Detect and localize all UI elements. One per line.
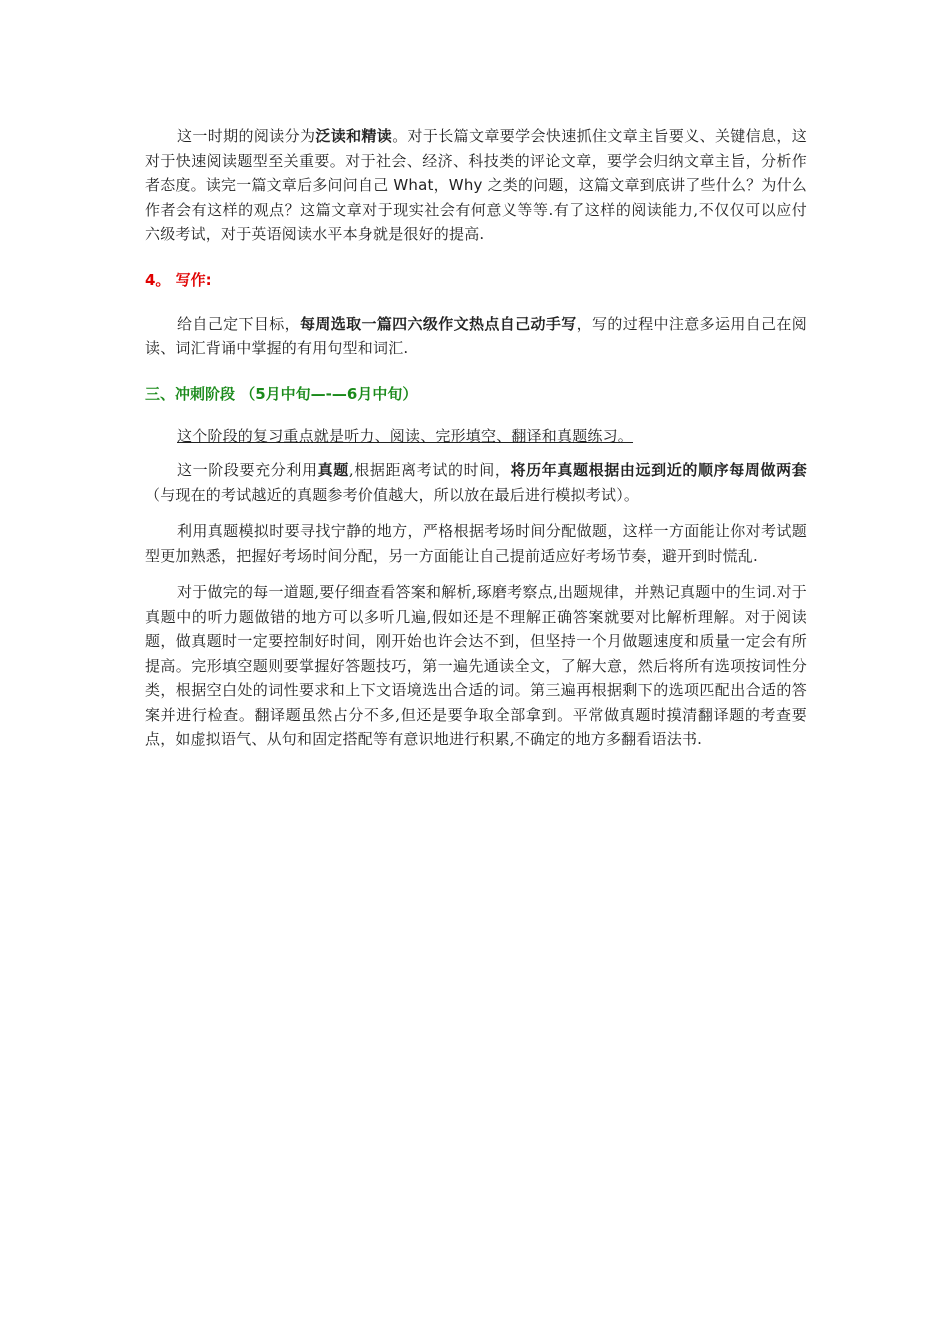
text: What，Why	[388, 176, 488, 194]
section-heading-sprint: 三、冲刺阶段 （5月中旬—-—6月中旬）	[145, 384, 418, 403]
text: 。对于长篇文章要学会快速抓住文章主旨要义、关键信息，这对于快速阅读题型至关重要。对于社会、经济、科技类的评论文章，要学会归纳文章主旨，分析作者态度。读完一篇文章后多问问自己	[145, 127, 807, 194]
underlined-text: 这个阶段的复习重点就是听力、阅读、完形填空、翻译和真题练习。	[177, 426, 634, 445]
paragraph-reading	[145, 124, 807, 247]
text: 之类的问题，这篇文章到底讲了些什么？为什么作者会有这样的观点？这篇文章对于现实社会有何意义等等.有了这样的阅读能力,不仅仅可以应付六级考试，对于英语阅读水平本身就是很好的提高.	[145, 176, 808, 243]
text: 给自己定下目标，	[177, 314, 300, 333]
text: ，写的过程中注意多运用自己在阅读、词汇背诵中掌握的有用句型和词汇.	[145, 314, 807, 357]
paragraph-writing	[145, 312, 807, 361]
bold-text: 真题	[317, 461, 349, 479]
document-body	[145, 122, 807, 752]
section-heading-writing: 4。 写作:	[145, 270, 212, 289]
text: 这一阶段要充分利用	[177, 461, 318, 479]
bold-text: 将历年真题根据由远到近的顺序每周做两套	[510, 461, 807, 479]
paragraph-review: 对于做完的每一道题,要仔细查看答案和解析,琢磨考察点,出题规律，并熟记真题中的生词.对于真题中的听力题做错的地方可以多听几遍,假如还是不理解正确答案就要对比解析理解。对于阅读题，做真题时一定要控制好时间，刚开始也许会达不到，但坚持一个月做题速度和质量一定会有所提高。完形填空题则要掌握好答题技巧，第一遍先通读全文，了解大意，然后将所有选项按词性分类，根据空白处的词性要求和上下文语境选出合适的词。第三遍再根据剩下的选项匹配出合适的答案并进行检查。翻译题虽然占分不多,但还是要争取全部拿到。平常做真题时摸清翻译题的考查要点，如虚拟语气、从句和固定搭配等有意识地进行积累,不确定的地方多翻看语法书.	[145, 583, 807, 748]
paragraph-real-exams	[145, 458, 807, 507]
paragraph-sprint-focus	[145, 424, 807, 449]
text: （与现在的考试越近的真题参考价值越大，所以放在最后进行模拟考试）。	[145, 485, 640, 504]
bold-text: 泛读和精读	[315, 127, 393, 145]
paragraph-simulation: 利用真题模拟时要寻找宁静的地方，严格根据考场时间分配做题，这样一方面能让你对考试题型更加熟悉，把握好考场时间分配，另一方面能让自己提前适应好考场节奏，避开到时慌乱.	[145, 522, 807, 565]
text: ,根据距离考试的时间，	[348, 461, 511, 479]
bold-text: 每周选取一篇四六级作文热点自己动手写	[299, 314, 577, 333]
text: 这一时期的阅读分为	[177, 127, 316, 145]
